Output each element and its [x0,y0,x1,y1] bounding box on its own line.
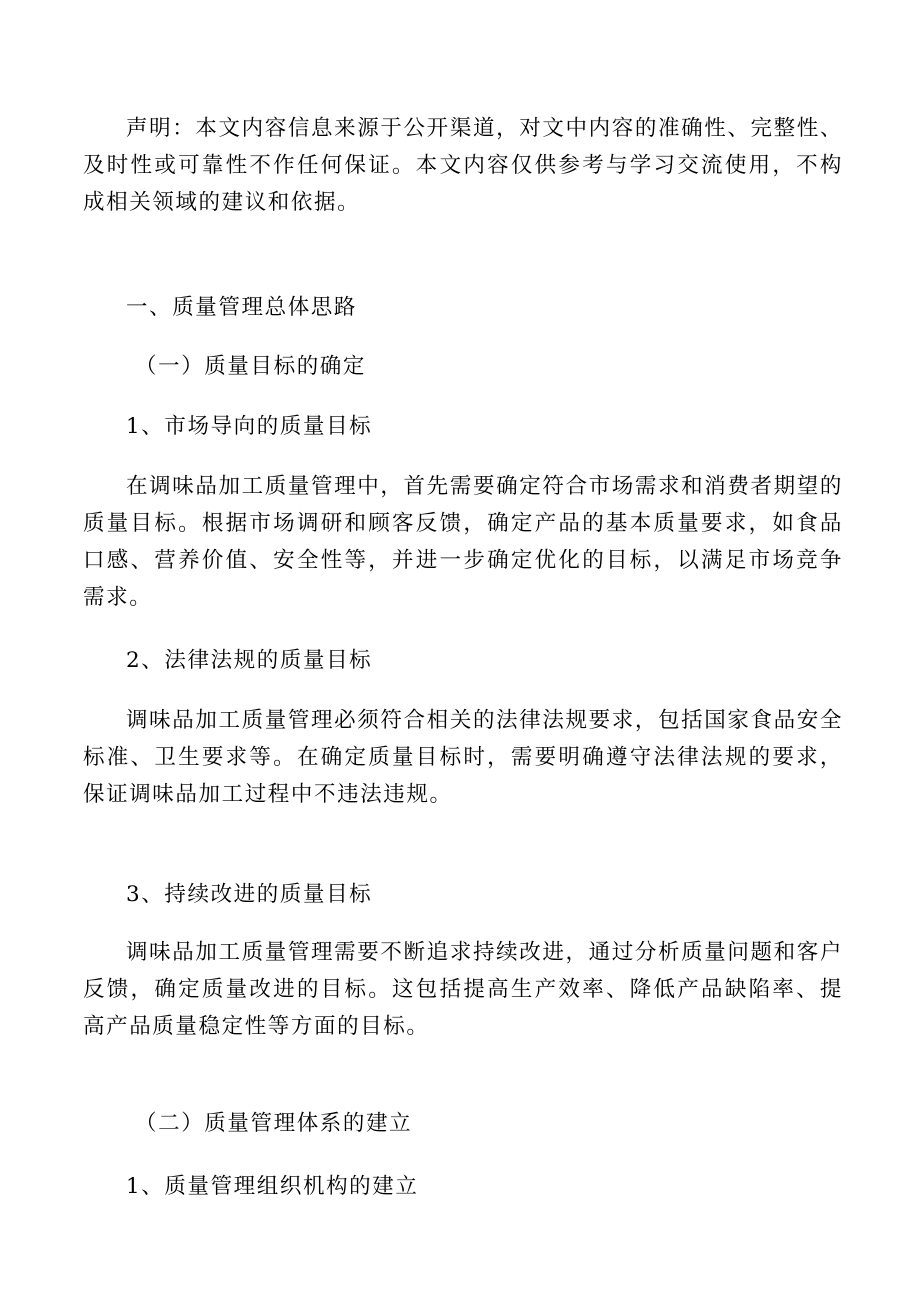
subsection-heading: （二）质量管理体系的建立 [135,1111,413,1136]
item-heading: 1、市场导向的质量目标 [126,414,373,439]
body-paragraph: 在调味品加工质量管理中，首先需要确定符合市场需求和消费者期望的质量目标。根据市场调研和顾客反馈，确定产品的基本质量要求，如食品口感、营养价值、安全性等，并进一步确定优化的目标，以满足市场竞争需求。 [83,474,843,610]
body-paragraph: 调味品加工质量管理必须符合相关的法律法规要求，包括国家食品安全标准、卫生要求等。在确定质量目标时，需要明确遵守法律法规的要求，保证调味品加工过程中不违法违规。 [83,708,843,807]
item-heading: 1、质量管理组织机构的建立 [126,1174,419,1199]
section-heading: 一、质量管理总体思路 [126,295,358,320]
disclaimer-paragraph: 声明：本文内容信息来源于公开渠道，对文中内容的准确性、完整性、及时性或可靠性不作任何保证。本文内容仅供参考与学习交流使用，不构成相关领域的建议和依据。 [83,116,843,215]
subsection-heading: （一）质量目标的确定 [135,354,367,379]
item-heading: 2、法律法规的质量目标 [126,648,373,673]
body-paragraph: 调味品加工质量管理需要不断追求持续改进，通过分析质量问题和客户反馈，确定质量改进的目标。这包括提高生产效率、降低产品缺陷率、提高产品质量稳定性等方面的目标。 [83,940,843,1039]
item-heading: 3、持续改进的质量目标 [126,882,373,907]
